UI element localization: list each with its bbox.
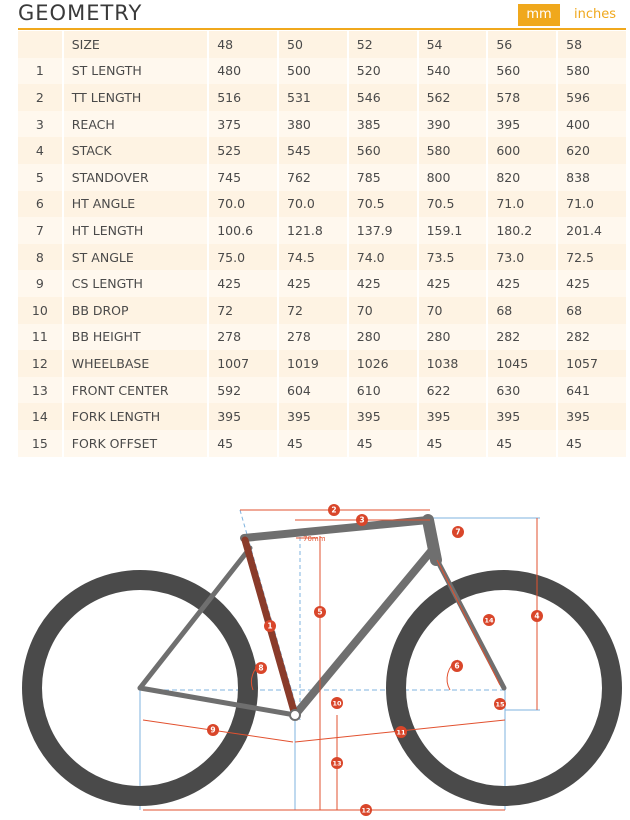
marker-6 [451, 660, 463, 672]
table-row [18, 111, 626, 138]
row-value: 45 [558, 430, 626, 457]
table-row [18, 217, 626, 244]
table-header-row [18, 31, 626, 58]
bottom-bracket [290, 710, 300, 720]
marker-label: 15 [495, 700, 505, 709]
row-value: 74.0 [349, 244, 419, 271]
row-value: 610 [349, 377, 419, 404]
marker-label: 5 [317, 607, 323, 617]
row-value: 540 [419, 58, 489, 85]
row-value: 546 [349, 84, 419, 111]
marker-label: 4 [534, 611, 540, 621]
row-value: 622 [419, 377, 489, 404]
row-number: 1 [18, 58, 64, 85]
marker-label: 11 [396, 728, 406, 737]
row-value: 395 [419, 403, 489, 430]
row-value: 641 [558, 377, 626, 404]
row-value: 1007 [209, 350, 279, 377]
table-row [18, 430, 626, 457]
row-value: 425 [419, 270, 489, 297]
row-value: 73.0 [488, 244, 558, 271]
table-row [18, 191, 626, 218]
header-size-label: SIZE [64, 31, 209, 58]
row-number: 13 [18, 377, 64, 404]
table-row [18, 297, 626, 324]
marker-11 [395, 726, 407, 738]
row-value: 1038 [419, 350, 489, 377]
row-number: 3 [18, 111, 64, 138]
row-value: 70 [349, 297, 419, 324]
row-value: 395 [488, 111, 558, 138]
size-54-header: 54 [419, 31, 489, 58]
row-value: 516 [209, 84, 279, 111]
row-number: 12 [18, 350, 64, 377]
row-value: 45 [488, 430, 558, 457]
row-value: 620 [558, 137, 626, 164]
table-row [18, 58, 626, 85]
size-50-header: 50 [279, 31, 349, 58]
size-48-header: 48 [209, 31, 279, 58]
row-value: 395 [558, 403, 626, 430]
row-value: 70.5 [349, 191, 419, 218]
marker-12 [360, 804, 372, 816]
bike-diagram-svg [0, 470, 630, 820]
row-value: 72.5 [558, 244, 626, 271]
table-row [18, 350, 626, 377]
marker-14 [483, 614, 495, 626]
row-value: 45 [349, 430, 419, 457]
row-value: 159.1 [419, 217, 489, 244]
row-label: BB HEIGHT [64, 324, 209, 351]
row-label: STANDOVER [64, 164, 209, 191]
row-value: 545 [279, 137, 349, 164]
table-row [18, 377, 626, 404]
page-title: GEOMETRY [18, 1, 143, 25]
row-label: TT LENGTH [64, 84, 209, 111]
marker-label: 1 [267, 621, 273, 631]
row-value: 70.0 [209, 191, 279, 218]
offset-label: 70mm [303, 535, 326, 543]
marker-13 [331, 757, 343, 769]
marker-label: 12 [361, 806, 371, 815]
row-value: 425 [279, 270, 349, 297]
row-label: FRONT CENTER [64, 377, 209, 404]
row-value: 280 [419, 324, 489, 351]
row-value: 395 [488, 403, 558, 430]
row-value: 1019 [279, 350, 349, 377]
row-number: 10 [18, 297, 64, 324]
marker-label: 7 [455, 527, 461, 537]
row-number: 11 [18, 324, 64, 351]
marker-15 [494, 698, 506, 710]
row-value: 520 [349, 58, 419, 85]
table-row [18, 324, 626, 351]
row-number: 2 [18, 84, 64, 111]
row-number: 7 [18, 217, 64, 244]
row-value: 425 [558, 270, 626, 297]
row-value: 375 [209, 111, 279, 138]
table-row [18, 244, 626, 271]
row-value: 500 [279, 58, 349, 85]
dimension-markers [207, 504, 543, 816]
row-value: 525 [209, 137, 279, 164]
row-value: 395 [279, 403, 349, 430]
size-56-header: 56 [488, 31, 558, 58]
row-label: CS LENGTH [64, 270, 209, 297]
row-value: 74.5 [279, 244, 349, 271]
marker-8 [255, 662, 267, 674]
row-value: 600 [488, 137, 558, 164]
marker-10 [331, 697, 343, 709]
row-label: HT ANGLE [64, 191, 209, 218]
row-number: 5 [18, 164, 64, 191]
row-number: 14 [18, 403, 64, 430]
row-value: 425 [488, 270, 558, 297]
marker-4 [531, 610, 543, 622]
row-number: 6 [18, 191, 64, 218]
marker-label: 2 [331, 505, 337, 515]
row-value: 201.4 [558, 217, 626, 244]
row-label: FORK OFFSET [64, 430, 209, 457]
row-value: 71.0 [488, 191, 558, 218]
row-number: 8 [18, 244, 64, 271]
row-value: 70 [419, 297, 489, 324]
row-value: 425 [209, 270, 279, 297]
row-number: 4 [18, 137, 64, 164]
row-value: 100.6 [209, 217, 279, 244]
row-value: 45 [209, 430, 279, 457]
table-row [18, 403, 626, 430]
row-value: 72 [279, 297, 349, 324]
row-value: 762 [279, 164, 349, 191]
row-value: 560 [349, 137, 419, 164]
geometry-table [18, 31, 626, 457]
table-row [18, 164, 626, 191]
table-row [18, 137, 626, 164]
row-label: FORK LENGTH [64, 403, 209, 430]
marker-label: 3 [359, 515, 365, 525]
row-value: 385 [349, 111, 419, 138]
row-value: 280 [349, 324, 419, 351]
row-value: 380 [279, 111, 349, 138]
row-label: STACK [64, 137, 209, 164]
row-value: 785 [349, 164, 419, 191]
row-value: 72 [209, 297, 279, 324]
row-value: 604 [279, 377, 349, 404]
row-label: HT LENGTH [64, 217, 209, 244]
marker-label: 9 [210, 725, 216, 735]
row-value: 838 [558, 164, 626, 191]
row-value: 45 [419, 430, 489, 457]
row-value: 580 [558, 58, 626, 85]
row-number: 9 [18, 270, 64, 297]
marker-2 [328, 504, 340, 516]
row-value: 68 [558, 297, 626, 324]
row-value: 137.9 [349, 217, 419, 244]
bike-geometry-diagram [0, 470, 630, 820]
row-value: 560 [488, 58, 558, 85]
row-value: 820 [488, 164, 558, 191]
table-row [18, 84, 626, 111]
marker-label: 6 [454, 661, 460, 671]
row-value: 70.5 [419, 191, 489, 218]
row-value: 1045 [488, 350, 558, 377]
row-label: REACH [64, 111, 209, 138]
row-value: 745 [209, 164, 279, 191]
row-value: 578 [488, 84, 558, 111]
row-value: 480 [209, 58, 279, 85]
row-value: 390 [419, 111, 489, 138]
row-value: 45 [279, 430, 349, 457]
marker-7 [452, 526, 464, 538]
row-value: 121.8 [279, 217, 349, 244]
row-value: 395 [349, 403, 419, 430]
marker-label: 8 [258, 663, 264, 673]
row-value: 580 [419, 137, 489, 164]
row-value: 1026 [349, 350, 419, 377]
row-label: BB DROP [64, 297, 209, 324]
size-58-header: 58 [558, 31, 626, 58]
marker-label: 13 [332, 759, 342, 768]
marker-1 [264, 620, 276, 632]
row-value: 73.5 [419, 244, 489, 271]
row-value: 180.2 [488, 217, 558, 244]
row-value: 1057 [558, 350, 626, 377]
size-52-header: 52 [349, 31, 419, 58]
row-value: 75.0 [209, 244, 279, 271]
row-value: 531 [279, 84, 349, 111]
row-value: 800 [419, 164, 489, 191]
table-row [18, 270, 626, 297]
row-value: 596 [558, 84, 626, 111]
row-value: 425 [349, 270, 419, 297]
row-value: 282 [558, 324, 626, 351]
marker-label: 14 [484, 616, 494, 625]
row-value: 71.0 [558, 191, 626, 218]
marker-5 [314, 606, 326, 618]
row-label: WHEELBASE [64, 350, 209, 377]
row-value: 282 [488, 324, 558, 351]
header-num-cell [18, 31, 64, 58]
row-value: 562 [419, 84, 489, 111]
marker-label: 10 [332, 699, 342, 708]
row-value: 400 [558, 111, 626, 138]
geometry-header [18, 0, 626, 30]
row-value: 278 [279, 324, 349, 351]
unit-inches-button[interactable]: inches [573, 7, 616, 22]
row-value: 278 [209, 324, 279, 351]
row-value: 630 [488, 377, 558, 404]
marker-3 [356, 514, 368, 526]
marker-9 [207, 724, 219, 736]
row-value: 395 [209, 403, 279, 430]
row-value: 68 [488, 297, 558, 324]
unit-mm-button[interactable]: mm [518, 4, 560, 26]
row-value: 592 [209, 377, 279, 404]
row-number: 15 [18, 430, 64, 457]
row-value: 70.0 [279, 191, 349, 218]
row-label: ST ANGLE [64, 244, 209, 271]
row-label: ST LENGTH [64, 58, 209, 85]
